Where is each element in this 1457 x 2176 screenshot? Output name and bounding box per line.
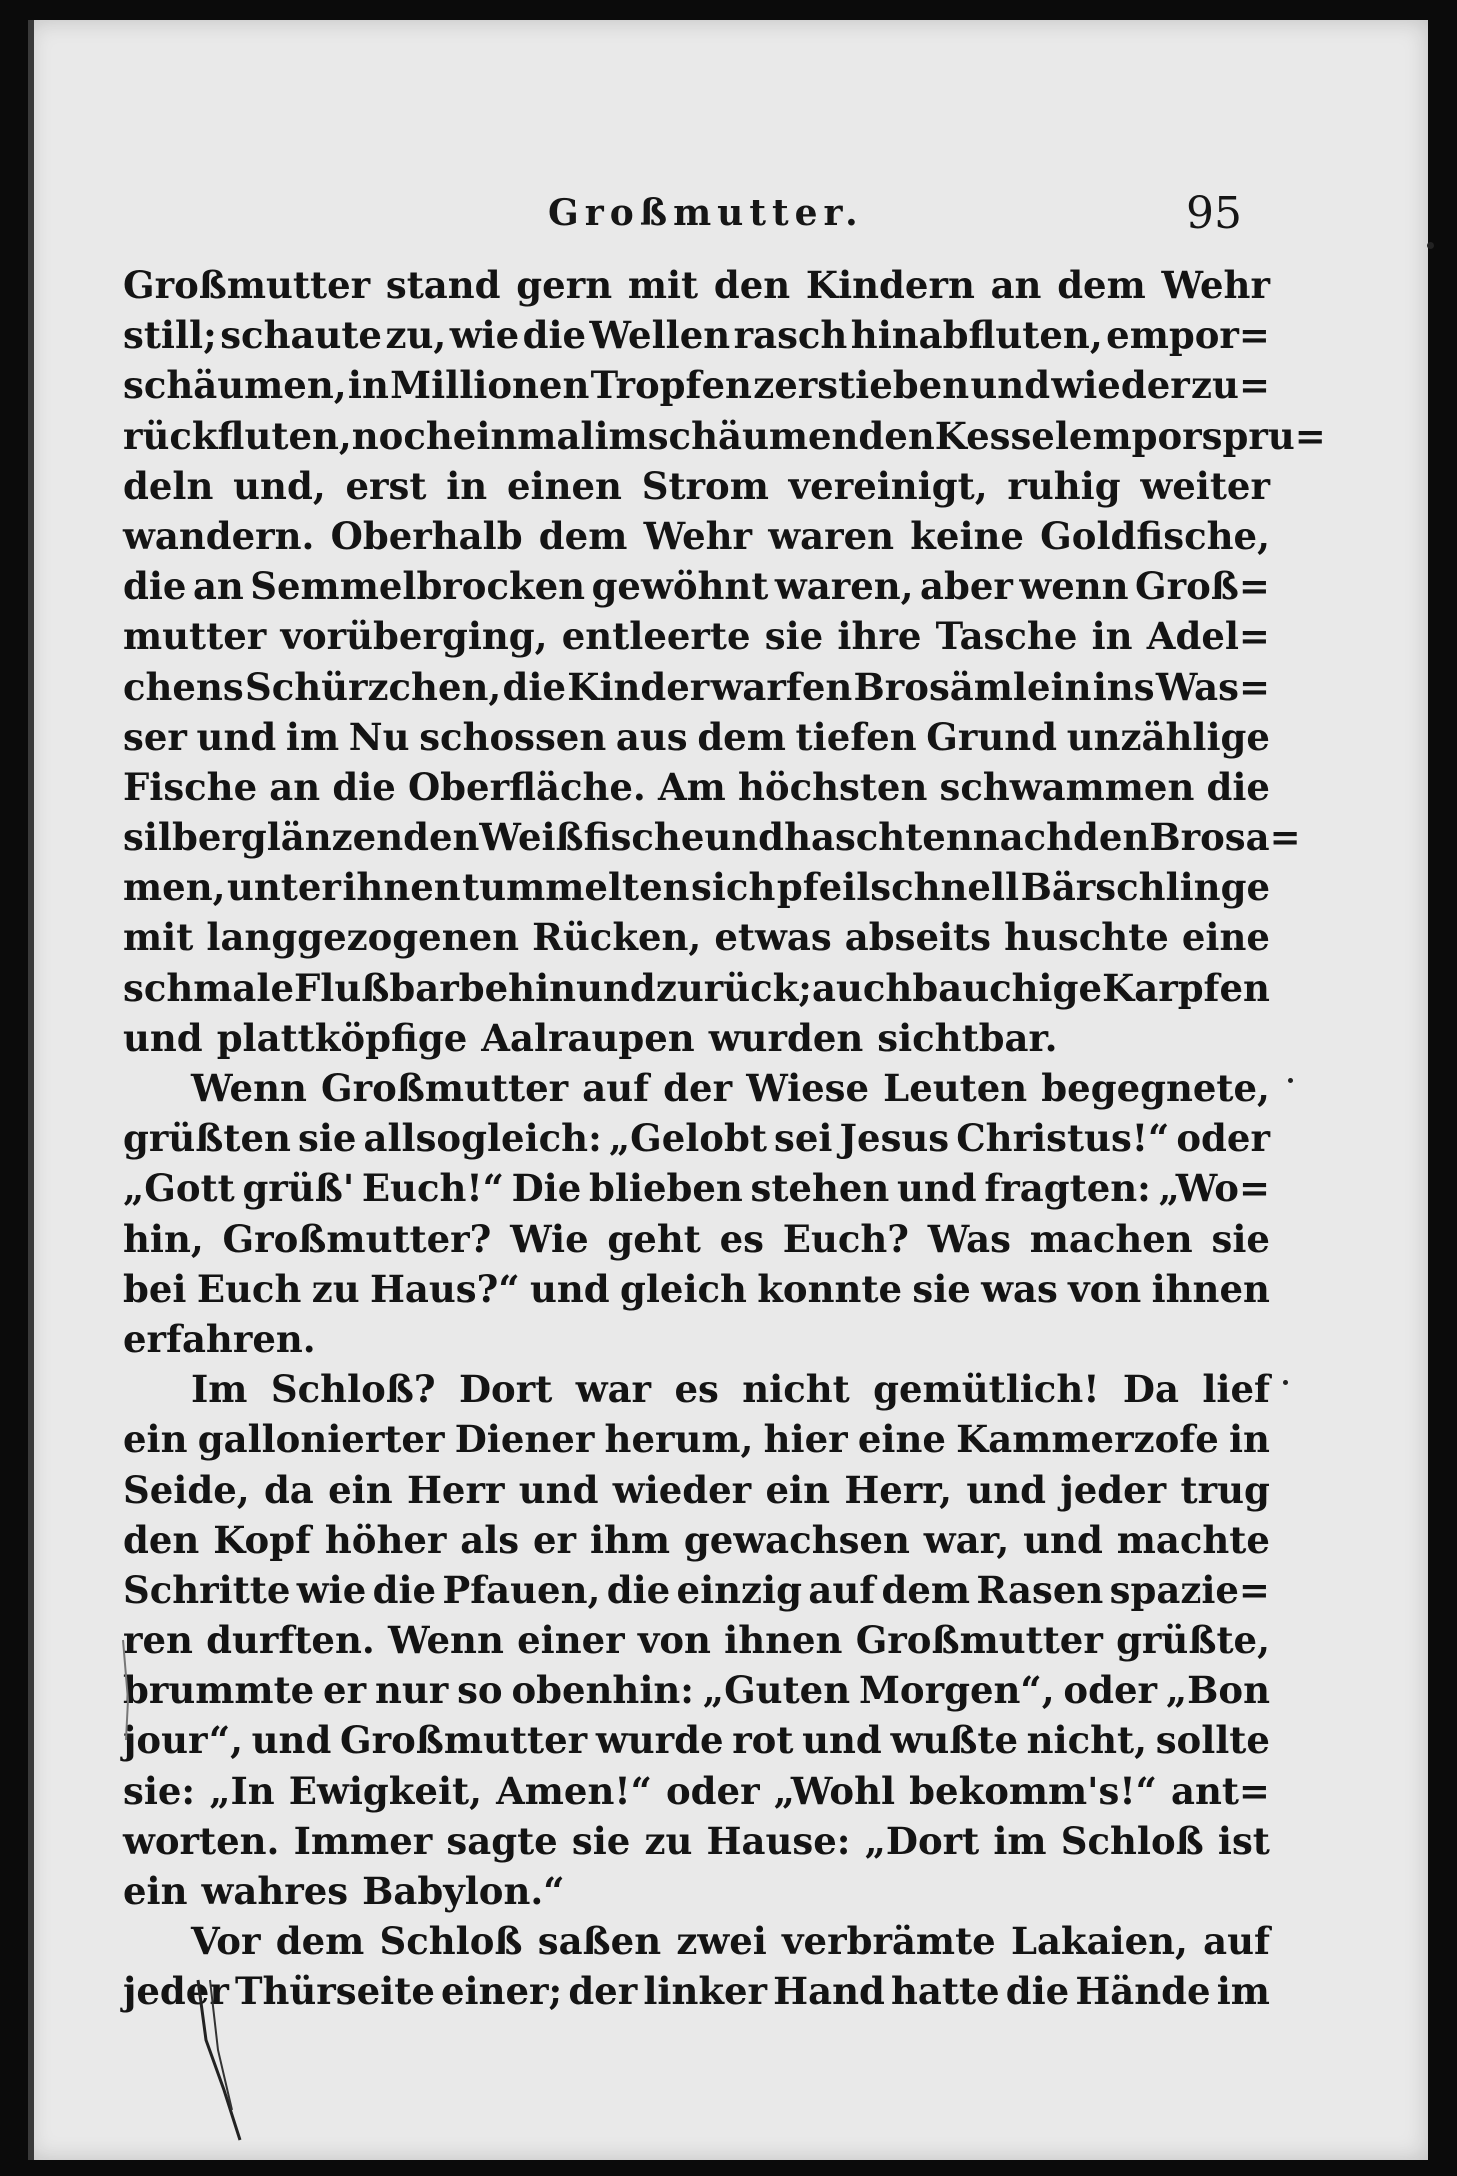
text-line: die an Semmelbrocken gewöhnt waren, aber wenn Groß=	[123, 564, 1270, 609]
text-line: Vor dem Schloß saßen zwei verbrämte Lakaien, auf	[191, 1919, 1270, 1964]
text-line: ser und im Nu schossen aus dem tiefen Grund unzählige	[123, 714, 1270, 759]
text-line: grüßten sie allsogleich: „Gelobt sei Jesus Christus!“ oder	[123, 1116, 1270, 1161]
text-line: schmale Flußbarbe hin und zurück; auch bauchige Karpfen	[123, 965, 1270, 1010]
text-line: Großmutter stand gern mit den Kindern an dem Wehr	[123, 263, 1270, 307]
text-line: Seide, da ein Herr und wieder ein Herr, und jeder trug	[123, 1467, 1270, 1512]
text-line: jeder Thürseite einer; der linker Hand hatte die Hände im	[123, 1969, 1270, 2014]
text-line: ein gallonierter Diener herum, hier eine Kammerzofe in	[123, 1417, 1270, 1462]
text-line: erfahren.	[123, 1316, 316, 1361]
text-line: Wenn Großmutter auf der Wiese Leuten begegnete,	[191, 1066, 1270, 1110]
text-line: bei Euch zu Haus?“ und gleich konnte sie was von ihnen	[123, 1266, 1270, 1311]
text-line: rückfluten, noch einmal im schäumenden Kessel emporspru=	[123, 413, 1326, 458]
text-line: wandern. Oberhalb dem Wehr waren keine Goldfische,	[123, 513, 1270, 558]
text-line: jour“, und Großmutter wurde rot und wußte nicht, sollte	[123, 1718, 1270, 1763]
text-line: Im Schloß? Dort war es nicht gemütlich! Da lief	[191, 1367, 1270, 1412]
margin-dot	[1427, 242, 1434, 249]
text-line: mutter vorüberging, entleerte sie ihre Tasche in Adel=	[123, 614, 1270, 659]
text-line: worten. Immer sagte sie zu Hause: „Dort im Schloß ist	[123, 1818, 1270, 1863]
text-line: deln und, erst in einen Strom vereinigt, ruhig weiter	[123, 463, 1270, 508]
text-line: schäumen, in Millionen Tropfen zerstieben und wieder zu=	[123, 363, 1270, 408]
text-line: men, unter ihnen tummelten sich pfeilschnell Bärschlinge	[123, 865, 1270, 910]
text-line: den Kopf höher als er ihm gewachsen war, und machte	[123, 1517, 1270, 1562]
text-line: mit langgezogenen Rücken, etwas abseits huschte eine	[123, 915, 1270, 960]
text-line: brummte er nur so obenhin: „Guten Morgen“, oder „Bon	[123, 1668, 1270, 1713]
text-line: ren durften. Wenn einer von ihnen Großmutter grüßte,	[123, 1618, 1270, 1663]
text-line: und plattköpfige Aalraupen wurden sichtbar.	[123, 1015, 1058, 1060]
book-page	[28, 20, 1428, 2160]
pencil-mark	[28, 20, 1428, 2160]
text-line: chens Schürzchen, die Kinder warfen Brosämlein ins Was=	[123, 664, 1270, 709]
text-line: silberglänzenden Weißfische und haschten nach den Brosa=	[123, 815, 1301, 860]
text-line: hin, Großmutter? Wie geht es Euch? Was machen sie	[123, 1216, 1270, 1261]
text-line: sie: „In Ewigkeit, Amen!“ oder „Wohl bekomm's!“ ant=	[123, 1768, 1270, 1813]
text-line: ein wahres Babylon.“	[123, 1869, 565, 1913]
text-line: Schritte wie die Pfauen, die einzig auf dem Rasen spazie=	[123, 1567, 1270, 1612]
text-line: Fische an die Oberfläche. Am höchsten schwammen die	[123, 764, 1270, 809]
running-head: Großmutter.	[548, 192, 864, 234]
text-line: still; schaute zu, wie die Wellen rasch hinabfluten, empor=	[123, 313, 1270, 358]
text-line: „Gott grüß' Euch!“ Die blieben stehen und fragten: „Wo=	[123, 1166, 1270, 1211]
page-number: 95	[1186, 188, 1242, 239]
